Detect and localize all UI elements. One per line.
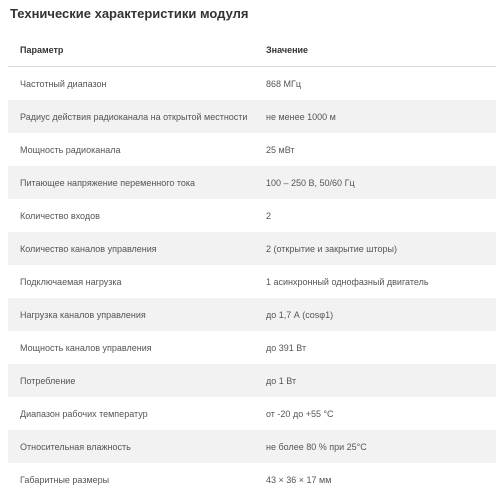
table-header-row xyxy=(8,33,496,67)
table-row xyxy=(8,232,496,265)
value-cell: 868 МГц xyxy=(253,67,496,101)
parameter-cell: Потребление xyxy=(8,364,253,397)
value-cell: от -20 до +55 °С xyxy=(253,397,496,430)
value-cell: 100 – 250 В, 50/60 Гц xyxy=(253,166,496,199)
value-cell: 25 мВт xyxy=(253,133,496,166)
table-row xyxy=(8,430,496,463)
value-cell: 2 (открытие и закрытие шторы) xyxy=(253,232,496,265)
table-row xyxy=(8,100,496,133)
table-row xyxy=(8,133,496,166)
value-cell: до 1 Вт xyxy=(253,364,496,397)
parameter-cell: Относительная влажность xyxy=(8,430,253,463)
parameter-cell: Частотный диапазон xyxy=(8,67,253,101)
value-cell: не более 80 % при 25°C xyxy=(253,430,496,463)
table-row xyxy=(8,265,496,298)
specs-table xyxy=(8,33,496,496)
parameter-cell: Радиус действия радиоканала на открытой местности xyxy=(8,100,253,133)
table-row xyxy=(8,331,496,364)
value-cell: 1 асинхронный однофазный двигатель xyxy=(253,265,496,298)
table-row xyxy=(8,397,496,430)
value-cell: до 1,7 А (cosφ1) xyxy=(253,298,496,331)
value-cell: 43 × 36 × 17 мм xyxy=(253,463,496,496)
table-row xyxy=(8,67,496,101)
table-row xyxy=(8,199,496,232)
parameter-cell: Мощность каналов управления xyxy=(8,331,253,364)
parameter-cell: Подключаемая нагрузка xyxy=(8,265,253,298)
value-cell: не менее 1000 м xyxy=(253,100,496,133)
page-title: Технические характеристики модуля xyxy=(10,6,249,21)
parameter-cell: Питающее напряжение переменного тока xyxy=(8,166,253,199)
parameter-cell: Мощность радиоканала xyxy=(8,133,253,166)
table-row xyxy=(8,364,496,397)
parameter-cell: Диапазон рабочих температур xyxy=(8,397,253,430)
value-cell: до 391 Вт xyxy=(253,331,496,364)
table-row xyxy=(8,298,496,331)
column-header-parameter: Параметр xyxy=(8,33,253,67)
value-cell: 2 xyxy=(253,199,496,232)
parameter-cell: Нагрузка каналов управления xyxy=(8,298,253,331)
table-row xyxy=(8,463,496,496)
parameter-cell: Габаритные размеры xyxy=(8,463,253,496)
parameter-cell: Количество каналов управления xyxy=(8,232,253,265)
table-row xyxy=(8,166,496,199)
parameter-cell: Количество входов xyxy=(8,199,253,232)
column-header-value: Значение xyxy=(253,33,496,67)
